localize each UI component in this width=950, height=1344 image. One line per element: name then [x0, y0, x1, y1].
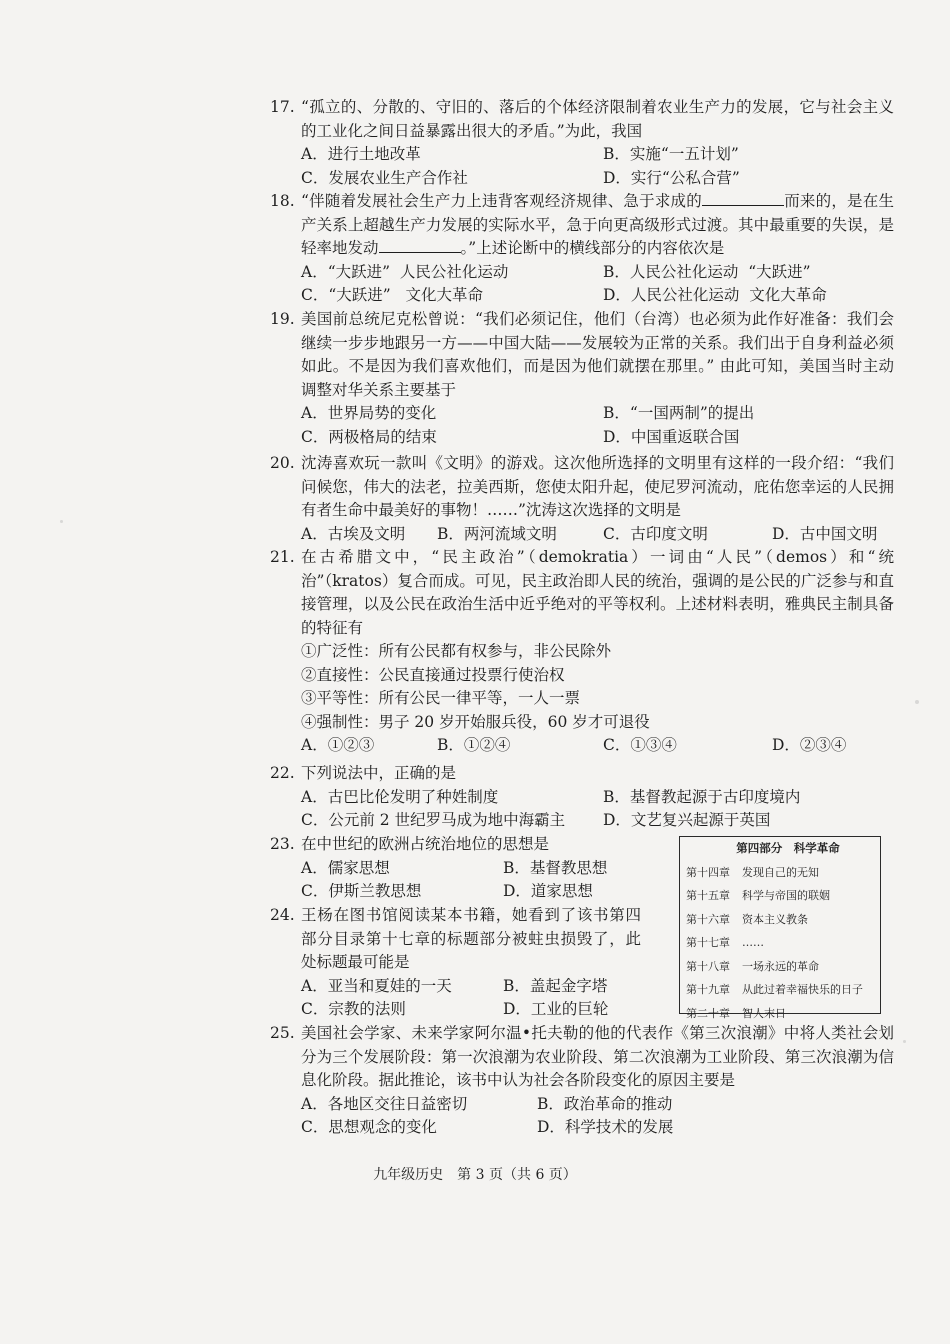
- option-b: B．两河流域文明: [437, 524, 557, 543]
- question-number: 23.: [270, 835, 295, 853]
- option-d: D．道家思想: [503, 882, 593, 900]
- option-d: D．实行“公私合营”: [603, 168, 740, 187]
- scan-speck: [903, 1040, 906, 1043]
- question-number: 25.: [270, 1024, 295, 1042]
- question-17: [270, 96, 894, 190]
- statement-item: ①广泛性：所有公民都有权参与，非公民除外: [301, 642, 612, 660]
- chapter-title: 从此过着幸福快乐的日子: [742, 983, 863, 996]
- chapter-title: ……: [742, 936, 764, 949]
- stem-part: 。”上述论断中的横线部分的内容依次是: [460, 239, 725, 257]
- option-a: A．世界局势的变化: [301, 404, 437, 422]
- chapter-number: 第二十章: [686, 1006, 730, 1020]
- option-a: A．进行土地改革: [301, 145, 421, 163]
- toc-row: [686, 884, 880, 908]
- option-d: D．文艺复兴起源于英国: [603, 811, 771, 829]
- question-stem: [301, 190, 894, 261]
- option-c: C．“大跃进” 文化大革命: [301, 286, 483, 304]
- question-stem: 沈涛喜欢玩一款叫《文明》的游戏。这次他所选择的文明里有这样的一段介绍：“我们问候您，伟大的法老，拉美西斯，您使太阳升起，使尼罗河流动，庇佑您幸运的人民拥有者生命中最美好的事物！……”沈涛这次选择的文明是: [301, 454, 894, 519]
- option-a: A．亚当和夏娃的一天: [301, 976, 452, 995]
- option-c: C．两极格局的结束: [301, 427, 437, 446]
- option-b: B．基督教思想: [503, 858, 608, 877]
- toc-row: [686, 978, 880, 1002]
- option-c: C．思想观念的变化: [301, 1118, 437, 1136]
- question-number: 18.: [270, 192, 295, 210]
- toc-row: [686, 931, 880, 955]
- option-b: B．人民公社化运动 “大跃进”: [603, 262, 811, 281]
- question-20: [270, 452, 894, 546]
- question-22: [270, 762, 894, 833]
- chapter-title: 科学与帝国的联姻: [742, 889, 830, 902]
- option-a: A．古埃及文明: [301, 524, 406, 543]
- toc-row: [686, 955, 880, 979]
- chapter-number: 第十七章: [686, 936, 730, 949]
- option-c: C．伊斯兰教思想: [301, 882, 422, 900]
- chapter-number: 第十五章: [686, 889, 730, 902]
- question-stem: “孤立的、分散的、守旧的、落后的个体经济限制着农业生产力的发展，它与社会主义的工业化之间日益暴露出很大的矛盾。”为此，我国: [301, 98, 894, 140]
- toc-row: [686, 861, 880, 885]
- option-d: D．古中国文明: [772, 524, 878, 543]
- fill-blank: [379, 237, 461, 253]
- stem-part: “伴随着发展社会生产力上违背客观经济规律、急于求成的: [301, 192, 702, 210]
- scan-speck: [60, 520, 63, 523]
- option-a: A．①②③: [301, 736, 375, 754]
- chapter-title: 资本主义教条: [742, 912, 808, 926]
- question-19: [270, 308, 894, 449]
- option-c: C．古印度文明: [603, 524, 708, 543]
- question-number: 21.: [270, 548, 295, 566]
- chapter-title: 发现自己的无知: [742, 865, 819, 879]
- fill-blank: [702, 190, 784, 206]
- question-24: [270, 904, 670, 1022]
- option-a: A．古巴比伦发明了种姓制度: [301, 787, 499, 806]
- option-b: B．政治革命的推动: [537, 1094, 673, 1113]
- statement-item: ②直接性：公民直接通过投票行使治权: [301, 665, 565, 684]
- question-number: 19.: [270, 310, 295, 328]
- book-contents-box: [679, 836, 881, 1020]
- option-d: D．②③④: [772, 736, 847, 754]
- toc-title: 第四部分 科学革命: [736, 841, 840, 855]
- option-a: A．各地区交往日益密切: [301, 1094, 468, 1113]
- option-d: D．人民公社化运动 文化大革命: [603, 286, 827, 304]
- question-stem: 王杨在图书馆阅读某本书籍，她看到了该书第四部分目录第十七章的标题部分被蛀虫损毁了，此处标题最可能是: [301, 906, 641, 971]
- statement-item: ③平等性：所有公民一律平等，一人一票: [301, 689, 581, 707]
- question-number: 20.: [270, 454, 295, 472]
- chapter-number: 第十六章: [686, 912, 730, 926]
- option-b: B．①②④: [437, 736, 511, 754]
- stem-part: 而来的，是在生产关系上超越生产力发展的实际水平，急于向更高级形式过渡。其中最重要的失误，是轻率地发动: [301, 192, 894, 257]
- question-stem: 在中世纪的欧洲占统治地位的思想是: [301, 835, 550, 853]
- option-d: D．工业的巨轮: [503, 1000, 609, 1018]
- chapter-title: 智人末日: [742, 1006, 786, 1020]
- option-a: A．“大跃进” 人民公社化运动: [301, 262, 509, 281]
- question-number: 24.: [270, 906, 295, 924]
- question-stem: 美国社会学家、未来学家阿尔温•托夫勒的他的代表作《第三次浪潮》中将人类社会划分为三个发展阶段：第一次浪潮为农业阶段、第二次浪潮为工业阶段、第三次浪潮为信息化阶段。据此推论，该书中认为社会各阶段变化的原因主要是: [301, 1024, 894, 1089]
- option-c: C．发展农业生产合作社: [301, 168, 468, 187]
- toc-row: [686, 908, 880, 932]
- option-a: A．儒家思想: [301, 858, 390, 877]
- page-footer: 九年级历史 第 3 页（共 6 页）: [373, 1167, 577, 1183]
- option-b: B．“一国两制”的提出: [603, 404, 755, 422]
- chapter-title: 一场永远的革命: [742, 959, 819, 973]
- chapter-number: 第十四章: [686, 865, 730, 879]
- question-stem: 在古希腊文中，“民主政治”（demokratia）一词由“人民”（demos）和“统治”（kratos）复合而成。可见，民主政治即人民的统治，强调的是公民的广泛参与和直接管理，以及公民在政治生活中近乎绝对的平等权利。上述材料表明，雅典民主制具备的特征有: [301, 548, 894, 637]
- chapter-number: 第十九章: [686, 983, 730, 996]
- statement-item: ④强制性：男子 20 岁开始服兵役，60 岁才可退役: [301, 712, 650, 731]
- question-stem: 下列说法中，正确的是: [301, 764, 457, 782]
- option-b: B．实施“一五计划”: [603, 145, 739, 163]
- option-b: B．盖起金字塔: [503, 976, 608, 995]
- question-stem: 美国前总统尼克松曾说：“我们必须记住，他们（台湾）也必须为此作好准备：我们会继续一步步地跟另一方——中国大陆——发展较为正常的关系。我们出于自身利益必须如此。不是因为我们喜欢他们，而是因为他们就摆在那里。” 由此可知，美国当时主动调整对华关系主要基于: [301, 310, 894, 399]
- option-c: C．①③④: [603, 736, 677, 754]
- option-d: D．科学技术的发展: [537, 1118, 674, 1136]
- chapter-number: 第十八章: [686, 959, 730, 973]
- question-number: 17.: [270, 98, 295, 116]
- question-number: 22.: [270, 764, 295, 782]
- question-21: [270, 546, 894, 758]
- question-25: [270, 1022, 894, 1140]
- question-23: [270, 833, 670, 904]
- scan-speck: [915, 700, 919, 704]
- question-18: [270, 190, 894, 308]
- option-c: C．公元前 2 世纪罗马成为地中海霸主: [301, 811, 566, 829]
- option-d: D．中国重返联合国: [603, 427, 740, 446]
- option-b: B．基督教起源于古印度境内: [603, 787, 801, 806]
- option-c: C．宗教的法则: [301, 1000, 406, 1018]
